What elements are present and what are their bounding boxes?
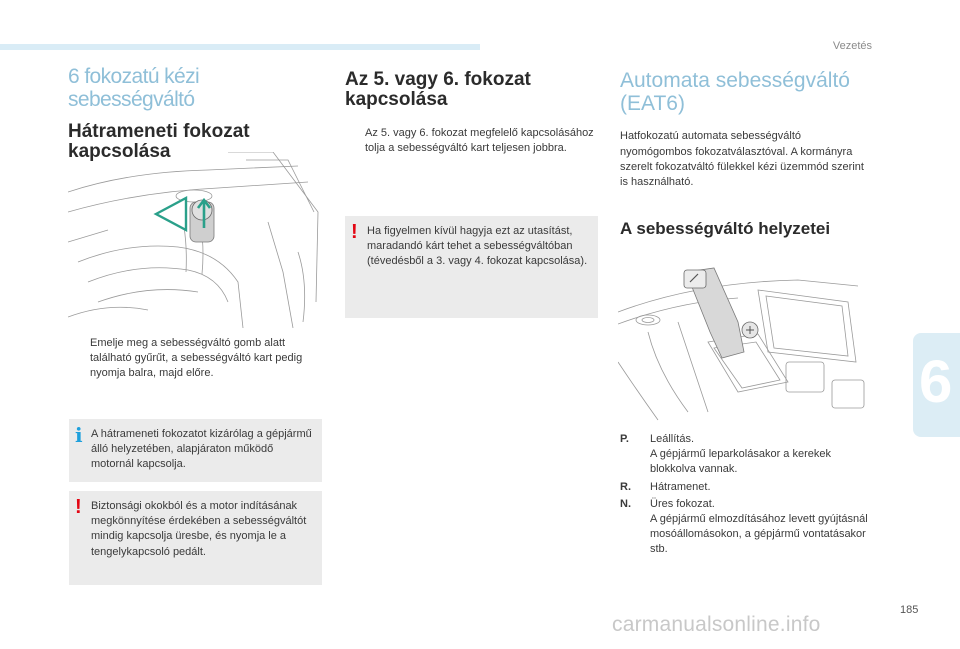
info-text: A hátrameneti fokozatot kizárólag a gépjármű álló helyzetében, alapjáraton működő motornál kapcsolja. <box>91 428 312 471</box>
watermark: carmanualsonline.info <box>612 613 821 636</box>
left-title: 6 fokozatú kézi sebességváltó <box>68 65 200 111</box>
section-label: Vezetés <box>832 40 872 52</box>
middle-bullet-text: Az 5. vagy 6. fokozat megfelelő kapcsolásához tolja a sebességváltó kart teljesen jobbra. <box>365 126 594 155</box>
info-box <box>69 419 322 482</box>
middle-warning-text: Ha figyelmen kívül hagyja ezt az utasítást, maradandó kárt tehet a sebességváltóban (tévedésből a 3. vagy 4. fokozat kapcsolása). <box>367 225 588 268</box>
position-name: Hátramenet. <box>650 480 711 493</box>
list-item <box>620 480 870 495</box>
position-key: R. <box>620 480 631 493</box>
position-key: P. <box>620 433 629 445</box>
middle-title: Az 5. vagy 6. fokozat kapcsolása <box>345 69 531 110</box>
position-desc: A gépjármű leparkolásakor a kerekek blokkolva vannak. <box>650 448 831 476</box>
chapter-tab <box>913 333 960 437</box>
left-warning-text: Biztonsági okokból és a motor indításának megkönnyítése érdekében a sebességváltót mindig kapcsolja üresbe, és nyomja le a tengelykapcsoló pedált. <box>91 500 307 558</box>
left-bullet <box>70 336 325 382</box>
page-number: 185 <box>900 604 919 616</box>
left-bullet-text: Emelje meg a sebességváltó gomb alatt található gyűrűt, a sebességváltó kart pedig nyomja balra, majd előre. <box>90 337 303 380</box>
left-column <box>68 66 326 162</box>
manual-gearbox-illustration <box>68 152 322 328</box>
position-key: N. <box>620 497 631 510</box>
gear-positions-list <box>620 432 870 560</box>
left-subtitle: Hátrameneti fokozat kapcsolása <box>68 121 250 163</box>
warning-icon: ! <box>351 221 358 243</box>
position-desc: A gépjármű elmozdításához levett gyújtásnál mosóállomásokon, a gépjármű vontatásakor stb. <box>650 513 868 556</box>
right-intro: Hatfokozatú automata sebességváltó nyomógombos fokozatválasztóval. A kormányra szerelt fokozatváltó fülekkel kézi üzemmód szerint is használható. <box>620 130 864 188</box>
right-column <box>620 70 870 238</box>
right-title: Automata sebességváltó (EAT6) <box>620 69 850 115</box>
list-item <box>620 432 870 478</box>
middle-warning-box <box>345 216 598 318</box>
position-name: Üres fokozat. <box>650 497 715 510</box>
list-item <box>620 497 870 558</box>
left-warning-box <box>69 491 322 585</box>
info-icon: i <box>75 423 83 447</box>
warning-icon: ! <box>75 496 82 518</box>
position-name: Leállítás. <box>650 433 695 445</box>
header-bar <box>0 44 480 50</box>
automatic-selector-illustration <box>618 262 874 422</box>
chapter-number: 6 <box>919 348 953 415</box>
middle-column <box>345 70 595 156</box>
right-subtitle: A sebességváltó helyzetei <box>620 219 831 239</box>
